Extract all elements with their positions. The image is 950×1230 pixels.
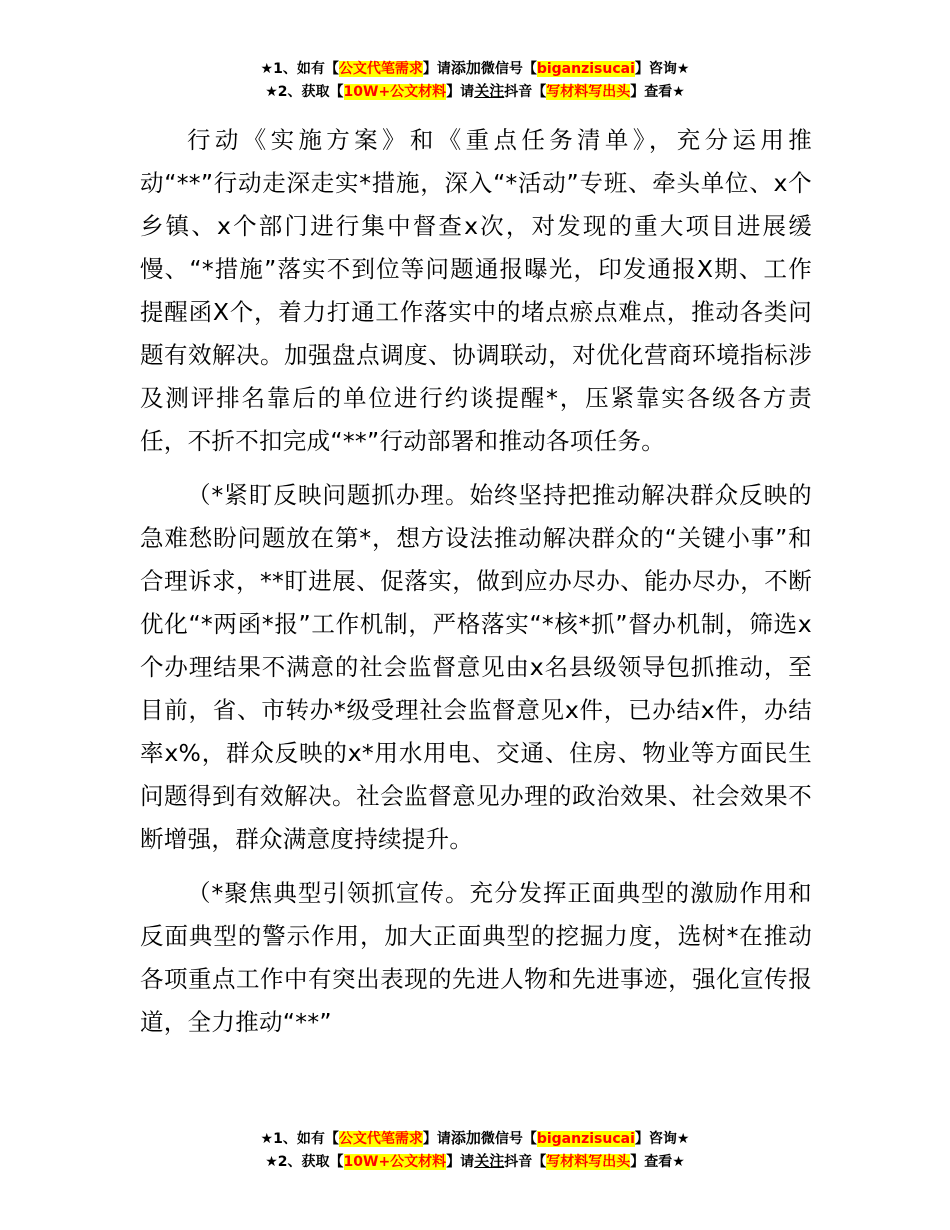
highlight-ghostwriting: 公文代笔需求 [338,61,423,77]
header-line-1: ★1、如有【公文代笔需求】请添加微信号【biganzisucai】咨询★ [260,59,690,77]
highlight-wechat-id: biganzisucai [536,61,635,77]
highlight-wechat-id: biganzisucai [536,1131,635,1147]
highlight-ghostwriting: 公文代笔需求 [338,1131,423,1147]
highlight-materials: 10W+公文材料 [343,84,447,100]
header-line-2: ★2、获取【10W+公文材料】请关注抖音【写材料写出头】查看★ [265,82,685,100]
highlight-materials: 10W+公文材料 [343,1154,447,1170]
document-body [140,119,812,1055]
paragraph: 行动《实施方案》和《重点任务清单》，充分运用推动“**”行动走深走实*措施，深入“*活动”专班、牵头单位、x个乡镇、x个部门进行集中督查x次，对发现的重大项目进展缓慢、“*措施”落实不到位等问题通报曝光，印发通报X期、工作提醒函X个，着力打通工作落实中的堵点瘀点难点，推动各类问题有效解决。加强盘点调度、协调联动，对优化营商环境指标涉及测评排名靠后的单位进行约谈提醒*，压紧靠实各级各方责任，不折不扣完成“**”行动部署和推动各项任务。 [140,126,812,455]
footer-banner [0,1127,950,1173]
highlight-douyin: 写材料写出头 [546,84,631,100]
highlight-douyin: 写材料写出头 [546,1154,631,1170]
paragraph: （*聚焦典型引领抓宣传。充分发挥正面典型的激励作用和反面典型的警示作用，加大正面典型的挖掘力度，选树*在推动各项重点工作中有突出表现的先进人物和先进事迹，强化宣传报道，全力推动“**” [140,879,812,1036]
footer-line-1: ★1、如有【公文代笔需求】请添加微信号【biganzisucai】咨询★ [260,1129,690,1147]
footer-line-2: ★2、获取【10W+公文材料】请关注抖音【写材料写出头】查看★ [265,1152,685,1170]
paragraph: （*紧盯反映问题抓办理。始终坚持把推动解决群众反映的急难愁盼问题放在第*，想方设法推动解决群众的“关键小事”和合理诉求，**盯进展、促落实，做到应办尽办、能办尽办，不断优化“*两函*报”工作机制，严格落实“*核*抓”督办机制，筛选x个办理结果不满意的社会监督意见由x名县级领导包抓推动，至目前，省、市转办*级受理社会监督意见x件，已办结x件，办结率x%，群众反映的x*用水用电、交通、住房、物业等方面民生问题得到有效解决。社会监督意见办理的政治效果、社会效果不断增强，群众满意度持续提升。 [140,481,812,853]
header-banner [0,57,950,103]
